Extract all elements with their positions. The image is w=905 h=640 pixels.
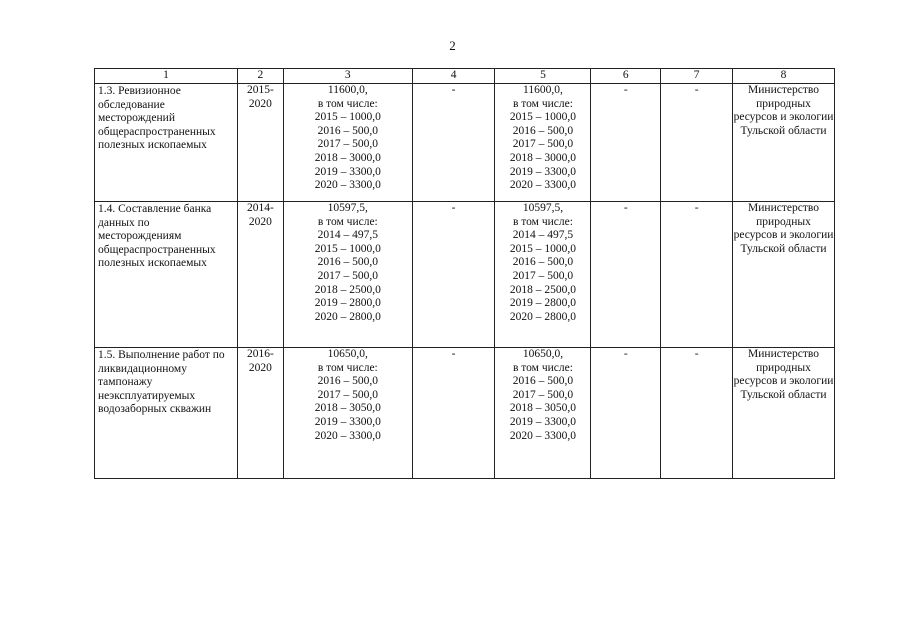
amount-line: 2020 – 3300,0 — [314, 429, 381, 442]
amount-line: 2020 – 3300,0 — [509, 429, 576, 442]
header-cell-1: 1 — [95, 69, 238, 84]
amount-line: 2018 – 3000,0 — [509, 151, 576, 164]
federal-funding-cell: - — [412, 84, 495, 202]
total-funding-cell — [283, 348, 412, 479]
header-cell-3: 3 — [283, 69, 412, 84]
amount-line: 2018 – 3050,0 — [509, 402, 576, 415]
amount-line: 2014 – 497,5 — [317, 229, 378, 242]
local-funding-cell: - — [591, 348, 661, 479]
regional-funding-cell — [495, 202, 591, 348]
executor-cell: Министерство природных ресурсов и экологии Тульской области — [733, 84, 835, 202]
page-number: 2 — [449, 38, 456, 53]
other-funding-cell: - — [661, 202, 733, 348]
amount-line: 2019 – 3300,0 — [314, 165, 381, 178]
amount-line: 11600,0, — [523, 84, 563, 96]
header-cell-6: 6 — [591, 69, 661, 84]
amount-line: 2018 – 3000,0 — [314, 151, 381, 164]
regional-funding-cell — [495, 348, 591, 479]
amount-line: 2016 – 500,0 — [317, 375, 378, 388]
header-cell-7: 7 — [661, 69, 733, 84]
activity-name-cell: 1.4. Составление банка данных по месторождениям общераспространенных полезных ископаемых — [95, 202, 238, 348]
amount-line: в том числе: — [317, 97, 378, 110]
amount-line: 10650,0, — [522, 348, 564, 360]
amount-line: 2016 – 500,0 — [512, 124, 574, 137]
amount-line: в том числе: — [512, 215, 573, 228]
program-table — [94, 68, 835, 479]
header-cell-4: 4 — [412, 69, 495, 84]
amount-line: 2016 – 500,0 — [317, 256, 378, 269]
period-cell: 2016-2020 — [237, 348, 283, 479]
amount-line: 10597,5, — [327, 202, 368, 214]
amount-line: 10597,5, — [522, 202, 564, 214]
amount-line: в том числе: — [317, 361, 378, 374]
header-cell-8: 8 — [733, 69, 835, 84]
table-row — [95, 84, 835, 202]
amount-line: в том числе: — [512, 361, 573, 374]
amount-line: 2015 – 1000,0 — [509, 242, 576, 255]
amount-line: 2017 – 500,0 — [512, 138, 574, 151]
amount-line: 11600,0, — [327, 84, 368, 96]
period-cell: 2015-2020 — [237, 84, 283, 202]
table-row — [95, 348, 835, 479]
total-funding-cell — [283, 84, 412, 202]
table-row — [95, 202, 835, 348]
period-cell: 2014-2020 — [237, 202, 283, 348]
amount-line: 2017 – 500,0 — [512, 388, 574, 401]
amount-line: в том числе: — [317, 215, 378, 228]
amount-line: 2017 – 500,0 — [317, 388, 378, 401]
federal-funding-cell: - — [412, 348, 495, 479]
amount-line: 2016 – 500,0 — [512, 256, 574, 269]
activity-name-cell: 1.5. Выполнение работ по ликвидационному тампонажу неэксплуатируемых водозаборных скважин — [95, 348, 238, 479]
amount-line: 2020 – 2800,0 — [314, 310, 381, 323]
amount-line: 2018 – 2500,0 — [314, 283, 381, 296]
amount-line: 2019 – 3300,0 — [509, 165, 576, 178]
amount-line: 2019 – 2800,0 — [314, 297, 381, 310]
local-funding-cell: - — [591, 84, 661, 202]
local-funding-cell: - — [591, 202, 661, 348]
amount-line: 2020 – 3300,0 — [509, 179, 576, 192]
amount-line: 2020 – 2800,0 — [509, 310, 576, 323]
amount-line: 2018 – 2500,0 — [509, 283, 576, 296]
amount-line: 2015 – 1000,0 — [509, 111, 576, 124]
regional-funding-cell — [495, 84, 591, 202]
header-cell-5: 5 — [495, 69, 591, 84]
amount-line: 2017 – 500,0 — [317, 138, 378, 151]
amount-line: 2015 – 1000,0 — [314, 111, 381, 124]
amount-line: 2016 – 500,0 — [512, 375, 574, 388]
amount-line: 2014 – 497,5 — [512, 229, 574, 242]
federal-funding-cell: - — [412, 202, 495, 348]
amount-line: 2016 – 500,0 — [317, 124, 378, 137]
amount-line: 2020 – 3300,0 — [314, 179, 381, 192]
other-funding-cell: - — [661, 348, 733, 479]
other-funding-cell: - — [661, 84, 733, 202]
amount-line: 2019 – 3300,0 — [509, 415, 576, 428]
amount-line: 2017 – 500,0 — [317, 269, 378, 282]
executor-cell: Министерство природных ресурсов и экологии Тульской области — [733, 202, 835, 348]
activity-name-cell: 1.3. Ревизионное обследование месторождений общераспространенных полезных ископаемых — [95, 84, 238, 202]
header-cell-2: 2 — [237, 69, 283, 84]
amount-line: 2019 – 2800,0 — [509, 297, 576, 310]
amount-line: в том числе: — [512, 97, 573, 110]
amount-line: 10650,0, — [327, 348, 368, 360]
amount-line: 2018 – 3050,0 — [314, 402, 381, 415]
header-row — [95, 69, 835, 84]
amount-line: 2015 – 1000,0 — [314, 242, 381, 255]
amount-line: 2019 – 3300,0 — [314, 415, 381, 428]
executor-cell: Министерство природных ресурсов и экологии Тульской области — [733, 348, 835, 479]
total-funding-cell — [283, 202, 412, 348]
amount-line: 2017 – 500,0 — [512, 269, 574, 282]
